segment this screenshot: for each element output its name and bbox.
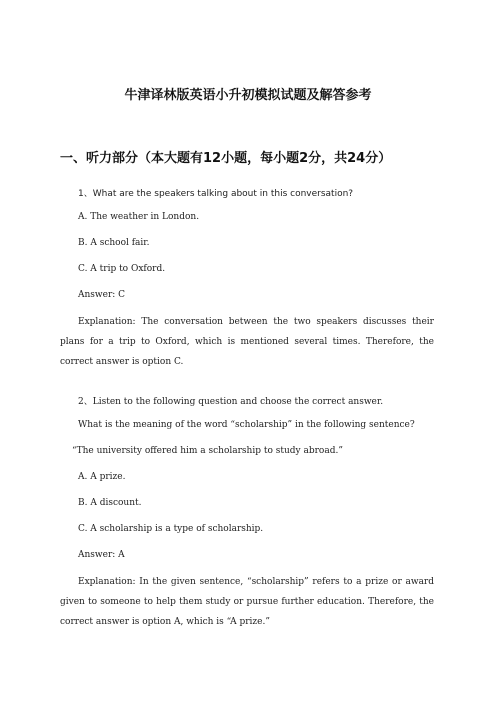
document-title: 牛津译林版英语小升初模拟试题及解答参考: [124, 88, 372, 103]
q2-explanation: Explanation: In the given sentence, “scholarship” refers to a prize or award given to someone to help them study or pursue further education. Therefore, the correct answer is option A, which is “A prize.”: [60, 577, 434, 627]
q2-question: 2、Listen to the following question and choose the correct answer.: [78, 397, 384, 407]
q1-option-b: B. A school fair.: [78, 238, 150, 248]
q1-option-a: A. The weather in London.: [78, 212, 200, 222]
q2-prompt: What is the meaning of the word “scholarship” in the following sentence?: [78, 420, 415, 430]
q1-answer: Answer: C: [78, 290, 126, 300]
q2-answer: Answer: A: [78, 550, 125, 560]
q1-option-c: C. A trip to Oxford.: [78, 264, 166, 274]
q2-option-a: A. A prize.: [78, 472, 126, 482]
q2-quote: “The university offered him a scholarship to study abroad.”: [72, 446, 343, 456]
q1-question: 1、What are the speakers talking about in this conversation?: [78, 189, 354, 199]
q1-explanation: Explanation: The conversation between the two speakers discusses their plans for a trip to Oxford, which is mentioned several times. Therefore, the correct answer is option C.: [60, 317, 434, 367]
q2-option-c: C. A scholarship is a type of scholarship.: [78, 524, 264, 534]
q2-option-b: B. A discount.: [78, 498, 142, 508]
section-heading: 一、听力部分（本大题有12小题，每小题2分，共24分）: [60, 151, 392, 166]
